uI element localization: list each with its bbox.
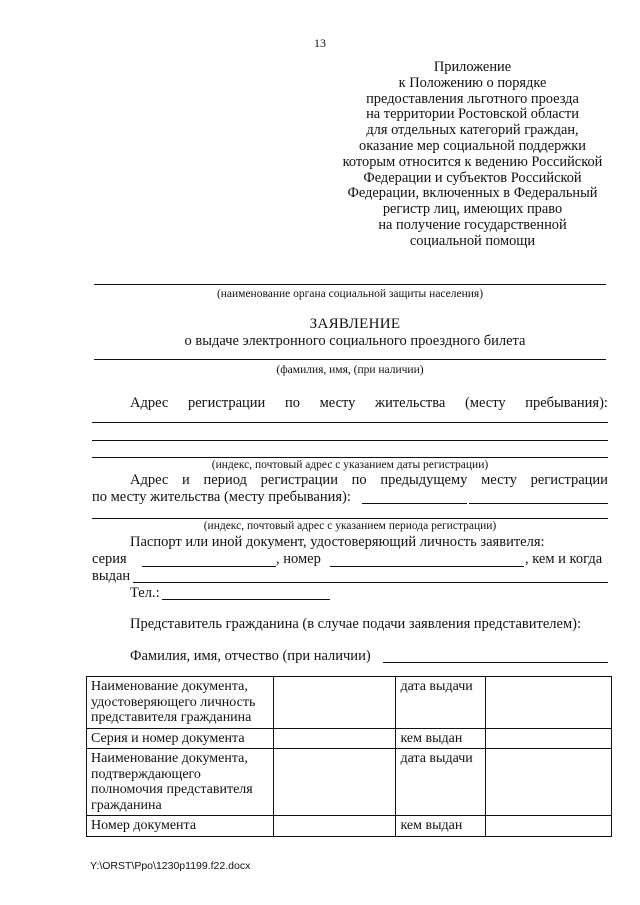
- phone-label: Тел.:: [130, 585, 160, 601]
- representative-intro: Представитель гражданина (в случае подачи заявления представителем):: [130, 616, 581, 632]
- word: по: [351, 472, 367, 488]
- appendix-line: Приложение: [433, 59, 512, 75]
- word: регистрации: [260, 472, 338, 488]
- word: Адрес: [130, 395, 169, 411]
- representative-fio-field[interactable]: [383, 662, 608, 663]
- word: Адрес: [130, 472, 169, 488]
- appendix-line: на получение государственной: [378, 216, 567, 233]
- passport-series-field[interactable]: [142, 566, 276, 567]
- word: и: [182, 472, 190, 488]
- table-cell-label: Наименование документа, подтверждающего полномочия представителя гражданина: [87, 749, 274, 816]
- table-cell-field: дата выдачи: [396, 749, 486, 816]
- representative-fio-label: Фамилия, имя, отчество (при наличии): [130, 648, 371, 664]
- table-cell-label: Серия и номер документа: [87, 728, 274, 749]
- passport-number-label: , номер: [276, 551, 321, 567]
- address-previous-field-a[interactable]: [362, 503, 467, 504]
- appendix-line: Федерации и субъектов Российской: [363, 169, 582, 186]
- word: месту: [481, 472, 517, 488]
- fullname-caption: (фамилия, имя, (при наличии): [276, 364, 424, 376]
- table-cell-field: кем выдан: [396, 816, 486, 837]
- word: регистрации: [187, 395, 266, 411]
- file-path-footer: Y:\ORST\Ppo\1230p1199.f22.docx: [90, 860, 251, 872]
- document-title: ЗАЯВЛЕНИЕ: [309, 316, 401, 332]
- address-previous-line-2[interactable]: [92, 518, 608, 519]
- word: месту: [319, 395, 356, 411]
- table-cell-input[interactable]: [486, 816, 612, 837]
- appendix-line: регистр лиц, имеющих право: [382, 201, 563, 218]
- passport-issued-label-2: выдан: [92, 568, 131, 584]
- table-row: [87, 677, 612, 729]
- appendix-line: для отдельных категорий граждан,: [366, 122, 579, 139]
- table-cell-input[interactable]: [273, 728, 396, 749]
- passport-issued-field[interactable]: [133, 582, 608, 583]
- passport-series-label: серия: [92, 551, 127, 567]
- table-row: [87, 816, 612, 837]
- appendix-header: [325, 60, 620, 250]
- table-cell-input[interactable]: [486, 677, 612, 729]
- word: период: [203, 472, 247, 488]
- address-previous-label: [130, 472, 608, 489]
- appendix-line: к Положению о порядке: [398, 74, 547, 91]
- address-previous-field-b[interactable]: [469, 503, 608, 504]
- table-cell-label: Наименование документа, удостоверяющего личность представителя гражданина: [87, 677, 274, 729]
- word: по: [284, 395, 300, 411]
- page-number: 13: [314, 36, 326, 50]
- word: (месту: [464, 395, 506, 411]
- organ-name-line[interactable]: [94, 284, 606, 285]
- address-current-line-1[interactable]: [92, 422, 608, 423]
- passport-intro: Паспорт или иной документ, удостоверяющий личность заявителя:: [130, 534, 545, 550]
- address-previous-label-2: по месту жительства (месту пребывания):: [92, 489, 351, 505]
- table-cell-label: Номер документа: [87, 816, 274, 837]
- representative-documents-table: [86, 676, 612, 837]
- table-row: [87, 749, 612, 816]
- table-row: [87, 728, 612, 749]
- appendix-line: которым относится к ведению Российской: [342, 153, 603, 170]
- table-cell-field: кем выдан: [396, 728, 486, 749]
- address-current-label: [130, 395, 608, 412]
- address-current-line-3[interactable]: [92, 457, 608, 458]
- word: пребывания):: [525, 395, 608, 411]
- table-cell-input[interactable]: [486, 728, 612, 749]
- organ-name-caption: (наименование органа социальной защиты населения): [216, 288, 484, 300]
- table-cell-field: дата выдачи: [396, 677, 486, 729]
- word: предыдущему: [380, 472, 468, 488]
- passport-issued-label: , кем и когда: [525, 551, 603, 567]
- appendix-line: социальной помощи: [409, 232, 536, 249]
- table-cell-input[interactable]: [273, 677, 396, 729]
- table-cell-input[interactable]: [273, 749, 396, 816]
- document-subtitle: о выдаче электронного социального проездного билета: [184, 333, 526, 349]
- passport-number-field[interactable]: [330, 566, 524, 567]
- address-current-caption: (индекс, почтовый адрес с указанием даты регистрации): [211, 459, 489, 471]
- word: регистрации: [530, 472, 608, 488]
- appendix-line: предоставления льготного проезда: [366, 90, 579, 107]
- address-previous-caption: (индекс, почтовый адрес с указанием периода регистрации): [203, 520, 497, 532]
- address-current-line-2[interactable]: [92, 440, 608, 441]
- table-cell-input[interactable]: [273, 816, 396, 837]
- fullname-line[interactable]: [94, 359, 606, 360]
- appendix-line: оказание мер социальной поддержки: [359, 137, 586, 154]
- appendix-line: Федерации, включенных в Федеральный: [347, 185, 598, 202]
- table-cell-input[interactable]: [486, 749, 612, 816]
- appendix-line: на территории Ростовской области: [366, 106, 579, 123]
- word: жительства: [375, 395, 446, 411]
- phone-field[interactable]: [162, 599, 330, 600]
